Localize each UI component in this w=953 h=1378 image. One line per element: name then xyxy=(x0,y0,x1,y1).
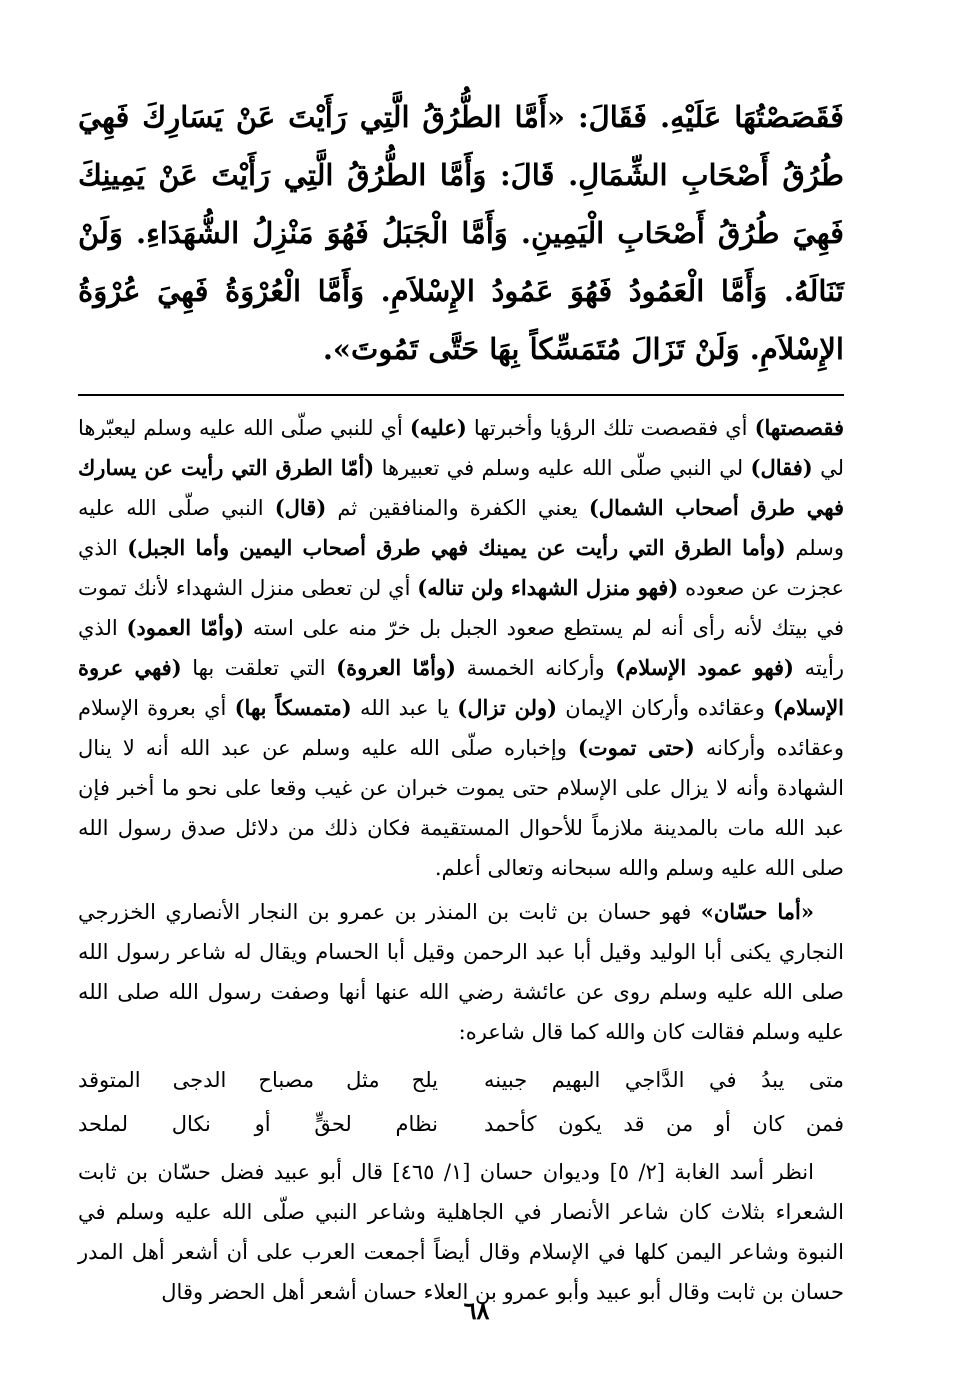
commentary-paragraph-2 xyxy=(78,892,844,1052)
poem-hemistich: يلح مثل مصباح الدجى المتوقد xyxy=(78,1068,438,1092)
commentary-segment: أي فقصصت تلك الرؤيا وأخبرتها xyxy=(466,416,755,440)
commentary-segment: يا عبد الله xyxy=(351,696,458,720)
commentary-segment: أي للنبي صلّى الله عليه وسلم ليعبّرها لي xyxy=(78,416,844,480)
commentary-segment: وعقائده وأركان الإيمان xyxy=(557,696,774,720)
commentary xyxy=(78,408,844,1312)
commentary-segment: الذي رأيته xyxy=(78,616,845,680)
poem-hemistich: نظام لحقٍّ أو نكال لملحد xyxy=(78,1112,438,1136)
commentary-segment: (قال) xyxy=(274,495,327,520)
commentary-segment: الذي عجزت عن صعوده xyxy=(78,536,844,600)
poem-hemistich: فمن كان أو من قد يكون كأحمد xyxy=(484,1112,844,1136)
commentary-segment: فقصصتها) xyxy=(754,415,845,440)
page-body xyxy=(78,88,844,1316)
poem-hemistich: متى يبدُ في الدَّاجي البهيم جبينه xyxy=(484,1068,844,1092)
commentary-segment: «أما حسّان» xyxy=(700,899,815,924)
commentary-segment: (وأما الطرق التي رأيت عن يمينك فهي طرق أصحاب اليمين وأما الجبل) xyxy=(127,535,786,560)
commentary-segment: (فهو عمود الإسلام) xyxy=(615,655,794,680)
poem-verse xyxy=(78,1058,844,1102)
page-number: ٦٨ xyxy=(463,1296,490,1325)
commentary-segment: النبي صلّى الله عليه وسلم xyxy=(78,496,844,560)
commentary-segment: (متمسكاً بها) xyxy=(234,695,352,720)
commentary-segment: (فقال) xyxy=(750,455,813,480)
commentary-segment: وأركانه الخمسة xyxy=(455,656,616,680)
commentary-segment: (عليه) xyxy=(409,415,467,440)
commentary-segment: أي لن تعطى منزل الشهداء لأنك تموت في بيتك لأنه رأى أنه لم يستطع صعود الجبل بل خرّ منه على استه xyxy=(78,576,845,640)
poem xyxy=(78,1058,844,1146)
commentary-segment: (حتى تموت) xyxy=(577,735,695,760)
commentary-paragraph-1 xyxy=(78,408,844,888)
separator-line xyxy=(78,394,844,396)
commentary-segment: وإخباره صلّى الله عليه وسلم عن عبد الله أنه لا ينال الشهادة وأنه لا يزال على الإسلام حتى يموت خبران عن غيب وقعا على نحو ما أخبر فإن عبد الله مات بالمدينة ملازماً للأحوال المستقيمة فكان ذلك من دلائل صدق رسول الله صلى الله عليه وسلم والله سبحانه وتعالى أعلم. xyxy=(78,736,844,880)
commentary-segment: أي بعروة الإسلام وعقائده وأركانه xyxy=(78,696,845,760)
commentary-segment: فهو حسان بن ثابت بن المنذر بن عمرو بن النجار الأنصاري الخزرجي النجاري يكنى أبا الوليد وقيل أبا عبد الرحمن وقيل أبا الحسام ويقال له شاعر رسول الله صلى الله عليه وسلم روى عن عائشة رضي الله عنها أنها وصفت رسول الله صلى الله عليه وسلم فقالت كان والله كما قال شاعره: xyxy=(78,900,844,1044)
commentary-segment: (وأمّا العمود) xyxy=(126,615,245,640)
commentary-segment: (أمّا الطرق التي رأيت عن يسارك فهي طرق أصحاب الشمال) xyxy=(78,455,845,520)
commentary-segment: (وأمّا العروة) xyxy=(336,655,456,680)
commentary-segment: (ولن تزال) xyxy=(457,695,558,720)
commentary-paragraph-3: انظر أسد الغابة [٢/ ٥] وديوان حسان [١/ ٤٦٥] قال أبو عبيد فضل حسّان بن ثابت الشعراء بثلاث كان شاعر الأنصار في الجاهلية وشاعر النبي صلّى الله عليه وسلم في النبوة وشاعر اليمن كلها في الإسلام وقال أيضاً أجمعت العرب على أن أشعر أهل المدر حسان بن ثابت وقال أبو عبيد وأبو عمرو بن العلاء حسان أشعر أهل الحضر وقال xyxy=(78,1160,844,1304)
commentary-segment: لي النبي صلّى الله عليه وسلم في تعبيرها xyxy=(374,456,751,480)
commentary-segment: (فهي عروة الإسلام) xyxy=(78,655,844,720)
commentary-segment: التي تعلقت بها xyxy=(181,656,337,680)
hadith-text: فَقَصَصْتُهَا عَلَيْهِ. فَقَالَ: «أَمَّا الطُّرُقُ الَّتِي رَأَيْتَ عَنْ يَسَارِكَ فَهِيَ طُرُقُ أَصْحَابِ الشِّمَالِ. قَالَ: وَأَمَّا الطُّرُقُ الَّتِي رَأَيْتَ عَنْ يَمِينِكَ فَهِيَ طُرُقُ أَصْحَابِ الْيَمِينِ. وَأَمَّا الْجَبَلُ فَهُوَ مَنْزِلُ الشُّهَدَاءِ. وَلَنْ تَنَالَهُ. وَأَمَّا الْعَمُودُ فَهُوَ عَمُودُ الإِسْلاَمِ. وَأَمَّا الْعُرْوَةُ فَهِيَ عُرْوَةُ الإِسْلاَمِ. وَلَنْ تَزَالَ مُتَمَسِّكاً بِهَا حَتَّى تَمُوتَ». xyxy=(78,100,844,366)
poem-verse xyxy=(78,1102,844,1146)
commentary-segment: يعني الكفرة والمنافقين ثم xyxy=(326,496,589,520)
commentary-segment: (فهو منزل الشهداء ولن تناله) xyxy=(417,575,679,600)
